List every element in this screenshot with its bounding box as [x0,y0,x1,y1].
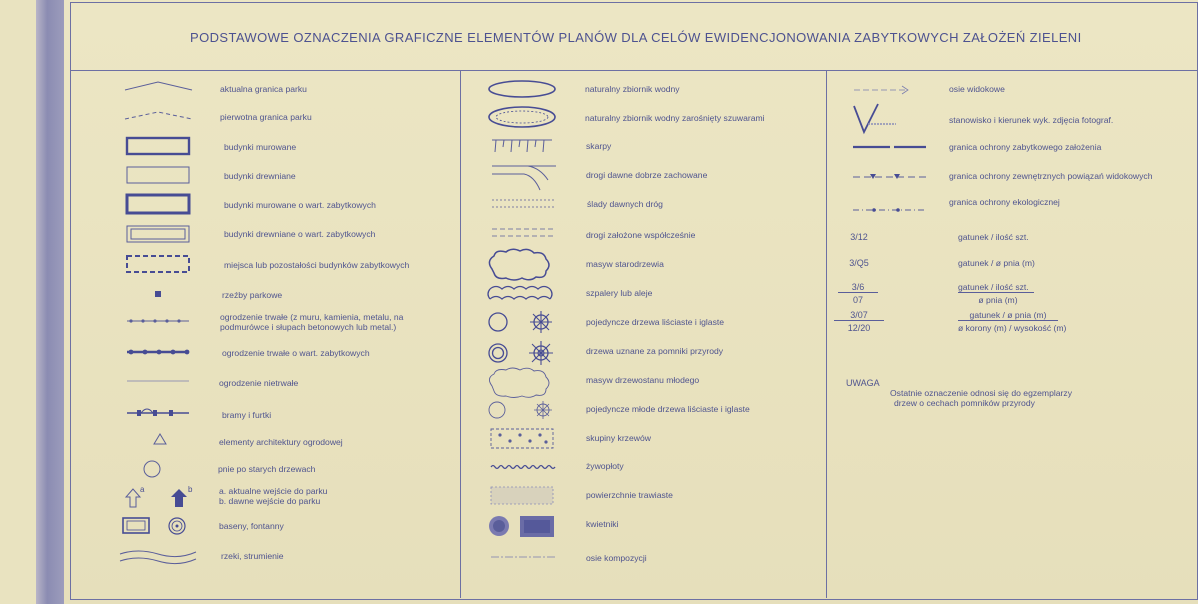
shrub-group-symbol [488,426,558,452]
legend-label: drogi dawne dobrze zachowane [586,170,708,180]
legend-label: gatunek / ø pnia (m) [958,258,1035,268]
legend-label: pnie po starych drzewach [218,464,316,474]
wooden-building-symbol [125,165,195,187]
legend-label-line: b. dawne wejście do parku [219,495,321,506]
legend-label: drogi założone współcześnie [586,230,696,240]
legend-label: żywopłoty [586,461,624,471]
legend-label: powierzchnie trawiaste [586,490,673,500]
legend-label: stanowisko i kierunek wyk. zdjęcia fotograf. [949,115,1114,125]
legend-label: ogrodzenie nietrwałe [219,378,299,388]
note-title: UWAGA [846,378,880,388]
tree-stump-symbol [141,458,165,482]
legend-label: gatunek / ilość szt. [958,282,1034,293]
legend-label: granica ochrony zewnętrznych powiązań widokowych [949,171,1153,181]
legend-label: budynki murowane o wart. zabytkowych [224,200,376,210]
legend-label: elementy architektury ogrodowej [219,437,343,447]
river-symbol [118,545,198,569]
modern-road-symbol [488,225,562,241]
temporary-fence-symbol [125,374,195,388]
legend-label: budynki drewniane [224,171,296,181]
legend-label: budynki drewniane o wart. zabytkowych [224,229,376,239]
legend-label: budynki murowane [224,142,297,152]
lawn-symbol [488,484,558,508]
current-park-boundary-symbol [120,78,200,98]
legend-label: gatunek / ilość szt. [958,232,1029,242]
sculpture-symbol [150,287,170,303]
legend-label: granica ochrony ekologicznej [949,197,1060,207]
triangle-icon [152,431,168,447]
gate-symbol [125,403,195,421]
flowerbed-symbol [486,513,560,541]
ecological-protection-boundary-symbol [850,203,930,217]
legend-label-line: a. aktualne wejście do parku [219,486,328,496]
legend-label: kwietniki [586,519,619,529]
road-traces-symbol [488,196,562,212]
legend-label: osie kompozycji [586,553,647,563]
legend-label: ślady dawnych dróg [587,199,663,209]
legend-label: pierwotna granica parku [220,112,312,122]
species-code-denominator: 12/20 [847,323,871,333]
historic-wooden-building-symbol [125,224,195,246]
species-code-numerator: 3/07 [834,310,884,321]
legend-label-line: ogrodzenie trwałe (z muru, kamienia, metalu, na [220,312,404,322]
legend-label: pojedyncze młode drzewa liściaste i iglaste [586,404,750,414]
legend-label: ogrodzenie trwałe o wart. zabytkowych [222,348,370,358]
legend-label: baseny, fontanny [219,521,284,531]
pool-fountain-symbol [121,515,193,539]
legend-label: szpalery lub aleje [586,288,653,298]
legend-label: skupiny krzewów [586,433,651,443]
photo-direction-symbol [852,102,912,140]
legend-label: skarpy [586,141,612,151]
legend-label: rzeźby parkowe [222,290,283,300]
legend-label: gatunek / ø pnia (m) [958,310,1058,321]
original-park-boundary-symbol [120,107,200,127]
column-divider-2 [826,70,827,598]
slope-symbol [488,135,558,157]
legend-label: masyw starodrzewia [586,259,664,269]
species-code: 3/12 [850,232,868,242]
note-line: drzew o cechach pomników przyrody [894,398,1035,408]
species-code: 3/Q5 [849,258,869,268]
species-code-denominator: 07 [852,295,863,305]
legend-label: naturalny zbiornik wodny zarośnięty szuwarami [585,113,765,123]
heritage-protection-boundary-symbol [850,141,930,153]
title-divider [70,70,1197,71]
old-road-symbol [488,160,562,194]
legend-label: miejsca lub pozostałości budynków zabytkowych [224,260,410,270]
hedge-symbol [488,460,558,474]
legend-label: aktualna granica parku [220,84,307,94]
masonry-building-symbol [125,136,195,158]
old-tree-mass-symbol [484,247,556,283]
note-line: Ostatnie oznaczenie odnosi się do egzemplarzy [890,388,1073,398]
legend-label: osie widokowe [949,84,1005,94]
monument-trees-symbol [486,340,556,366]
historic-masonry-building-symbol [125,193,195,217]
legend-label: pojedyncze drzewa liściaste i iglaste [586,317,725,327]
entrance-tag-a: a [140,485,145,494]
legend-label: ø korony (m) / wysokość (m) [958,323,1067,333]
legend-label: bramy i furtki [222,410,272,420]
legend-label: naturalny zbiornik wodny [585,84,680,94]
column-divider-1 [460,70,461,598]
historic-fence-symbol [125,345,195,359]
species-code-numerator: 3/6 [838,282,878,293]
view-protection-boundary-symbol [850,170,930,184]
view-axis-symbol [850,82,930,98]
overgrown-pond-symbol [485,105,565,131]
legend-label: granica ochrony zabytkowego założenia [949,142,1102,152]
permanent-fence-symbol [125,314,195,328]
composition-axis-symbol [488,551,562,563]
entrance-tag-b: b [188,485,193,494]
page-title: PODSTAWOWE OZNACZENIA GRAFICZNE ELEMENTÓW PLANÓW DLA CELÓW EWIDENCJONOWANIA ZABYTKOWYCH ZAŁOŻEŃ ZIELENI [190,30,1082,45]
legend-label: rzeki, strumienie [221,551,284,561]
left-binding-strip [36,0,64,604]
single-trees-symbol [486,310,556,336]
legend-label-line: podmurówce i słupach betonowych lub metal.) [220,321,397,332]
legend-label: masyw drzewostanu młodego [586,375,700,385]
avenue-symbol [486,281,556,311]
legend-label [220,313,403,332]
legend-label [219,487,327,506]
historic-building-remains-symbol [125,253,195,277]
legend-label: drzewa uznane za pomniki przyrody [586,346,724,356]
young-trees-symbol [486,398,556,424]
natural-pond-symbol [485,79,565,101]
legend-label: ø pnia (m) [978,295,1018,305]
young-tree-mass-symbol [484,366,558,400]
